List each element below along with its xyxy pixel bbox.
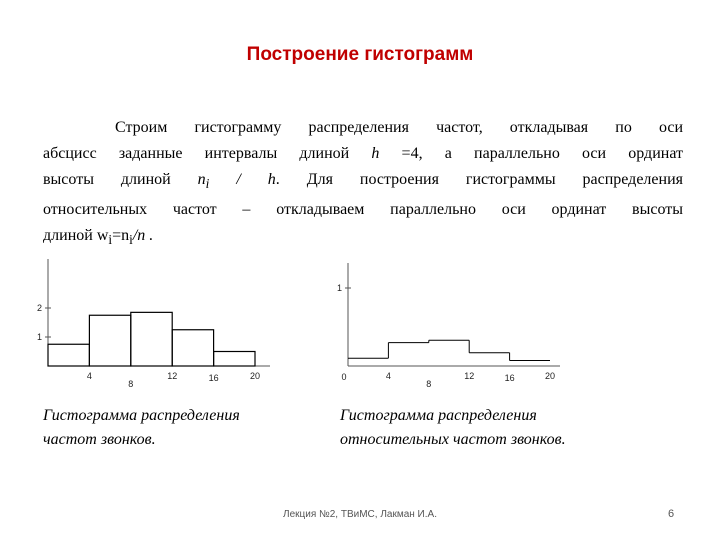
slash: / — [209, 171, 268, 188]
x-tick-label: 8 — [426, 379, 432, 389]
caption-right — [340, 404, 566, 452]
subscript-i: i — [108, 232, 113, 248]
subscript-i: i — [205, 176, 210, 192]
subscript-i: i — [129, 232, 133, 248]
x-tick-label: 12 — [167, 371, 178, 381]
footer-text: Лекция №2, ТВиМС, Лакман И.А. — [283, 509, 437, 520]
x-tick-label: 0 — [341, 372, 347, 382]
caption-left-line-1: Гистограмма распределения — [43, 407, 240, 424]
x-tick-label: 20 — [249, 371, 261, 381]
text-segment: /n . — [132, 227, 154, 245]
x-tick-label: 20 — [544, 371, 556, 381]
y-tick-label: 2 — [36, 303, 42, 313]
text-segment: =4, а параллельно оси ординат — [379, 145, 683, 162]
paragraph-line-4: относительных частот – откладываем параллельно оси ординат высоты — [43, 201, 683, 219]
x-tick-label: 16 — [504, 373, 515, 383]
x-tick-label: 4 — [385, 371, 391, 381]
x-tick-label: 8 — [128, 379, 134, 389]
caption-left — [43, 404, 240, 452]
y-tick-label: 1 — [336, 283, 342, 293]
page-number: 6 — [668, 508, 675, 520]
x-tick-label: 4 — [86, 371, 92, 381]
text-segment: длиной w — [43, 227, 109, 245]
text-segment: . Для построения гистограммы распределения — [275, 171, 683, 188]
paragraph-line-1: Строим гистограмму распределения частот, откладывая по оси — [115, 119, 683, 136]
variable-n: n — [197, 171, 206, 188]
text-segment: высоты длиной — [43, 171, 198, 188]
text-segment: абсцисс заданные интервалы длиной — [43, 145, 372, 162]
caption-right-line-2: относительных частот звонков. — [340, 431, 566, 448]
x-tick-label: 16 — [208, 373, 219, 383]
y-tick-label: 1 — [36, 332, 42, 342]
text-segment: =n — [112, 227, 130, 245]
x-tick-label: 12 — [464, 371, 475, 381]
caption-right-line-1: Гистограмма распределения — [340, 407, 537, 424]
variable-h: h — [371, 145, 380, 162]
slide-title: Построение гистограмм — [246, 44, 474, 65]
variable-h: h — [267, 171, 276, 188]
caption-left-line-2: частот звонков. — [43, 431, 156, 448]
